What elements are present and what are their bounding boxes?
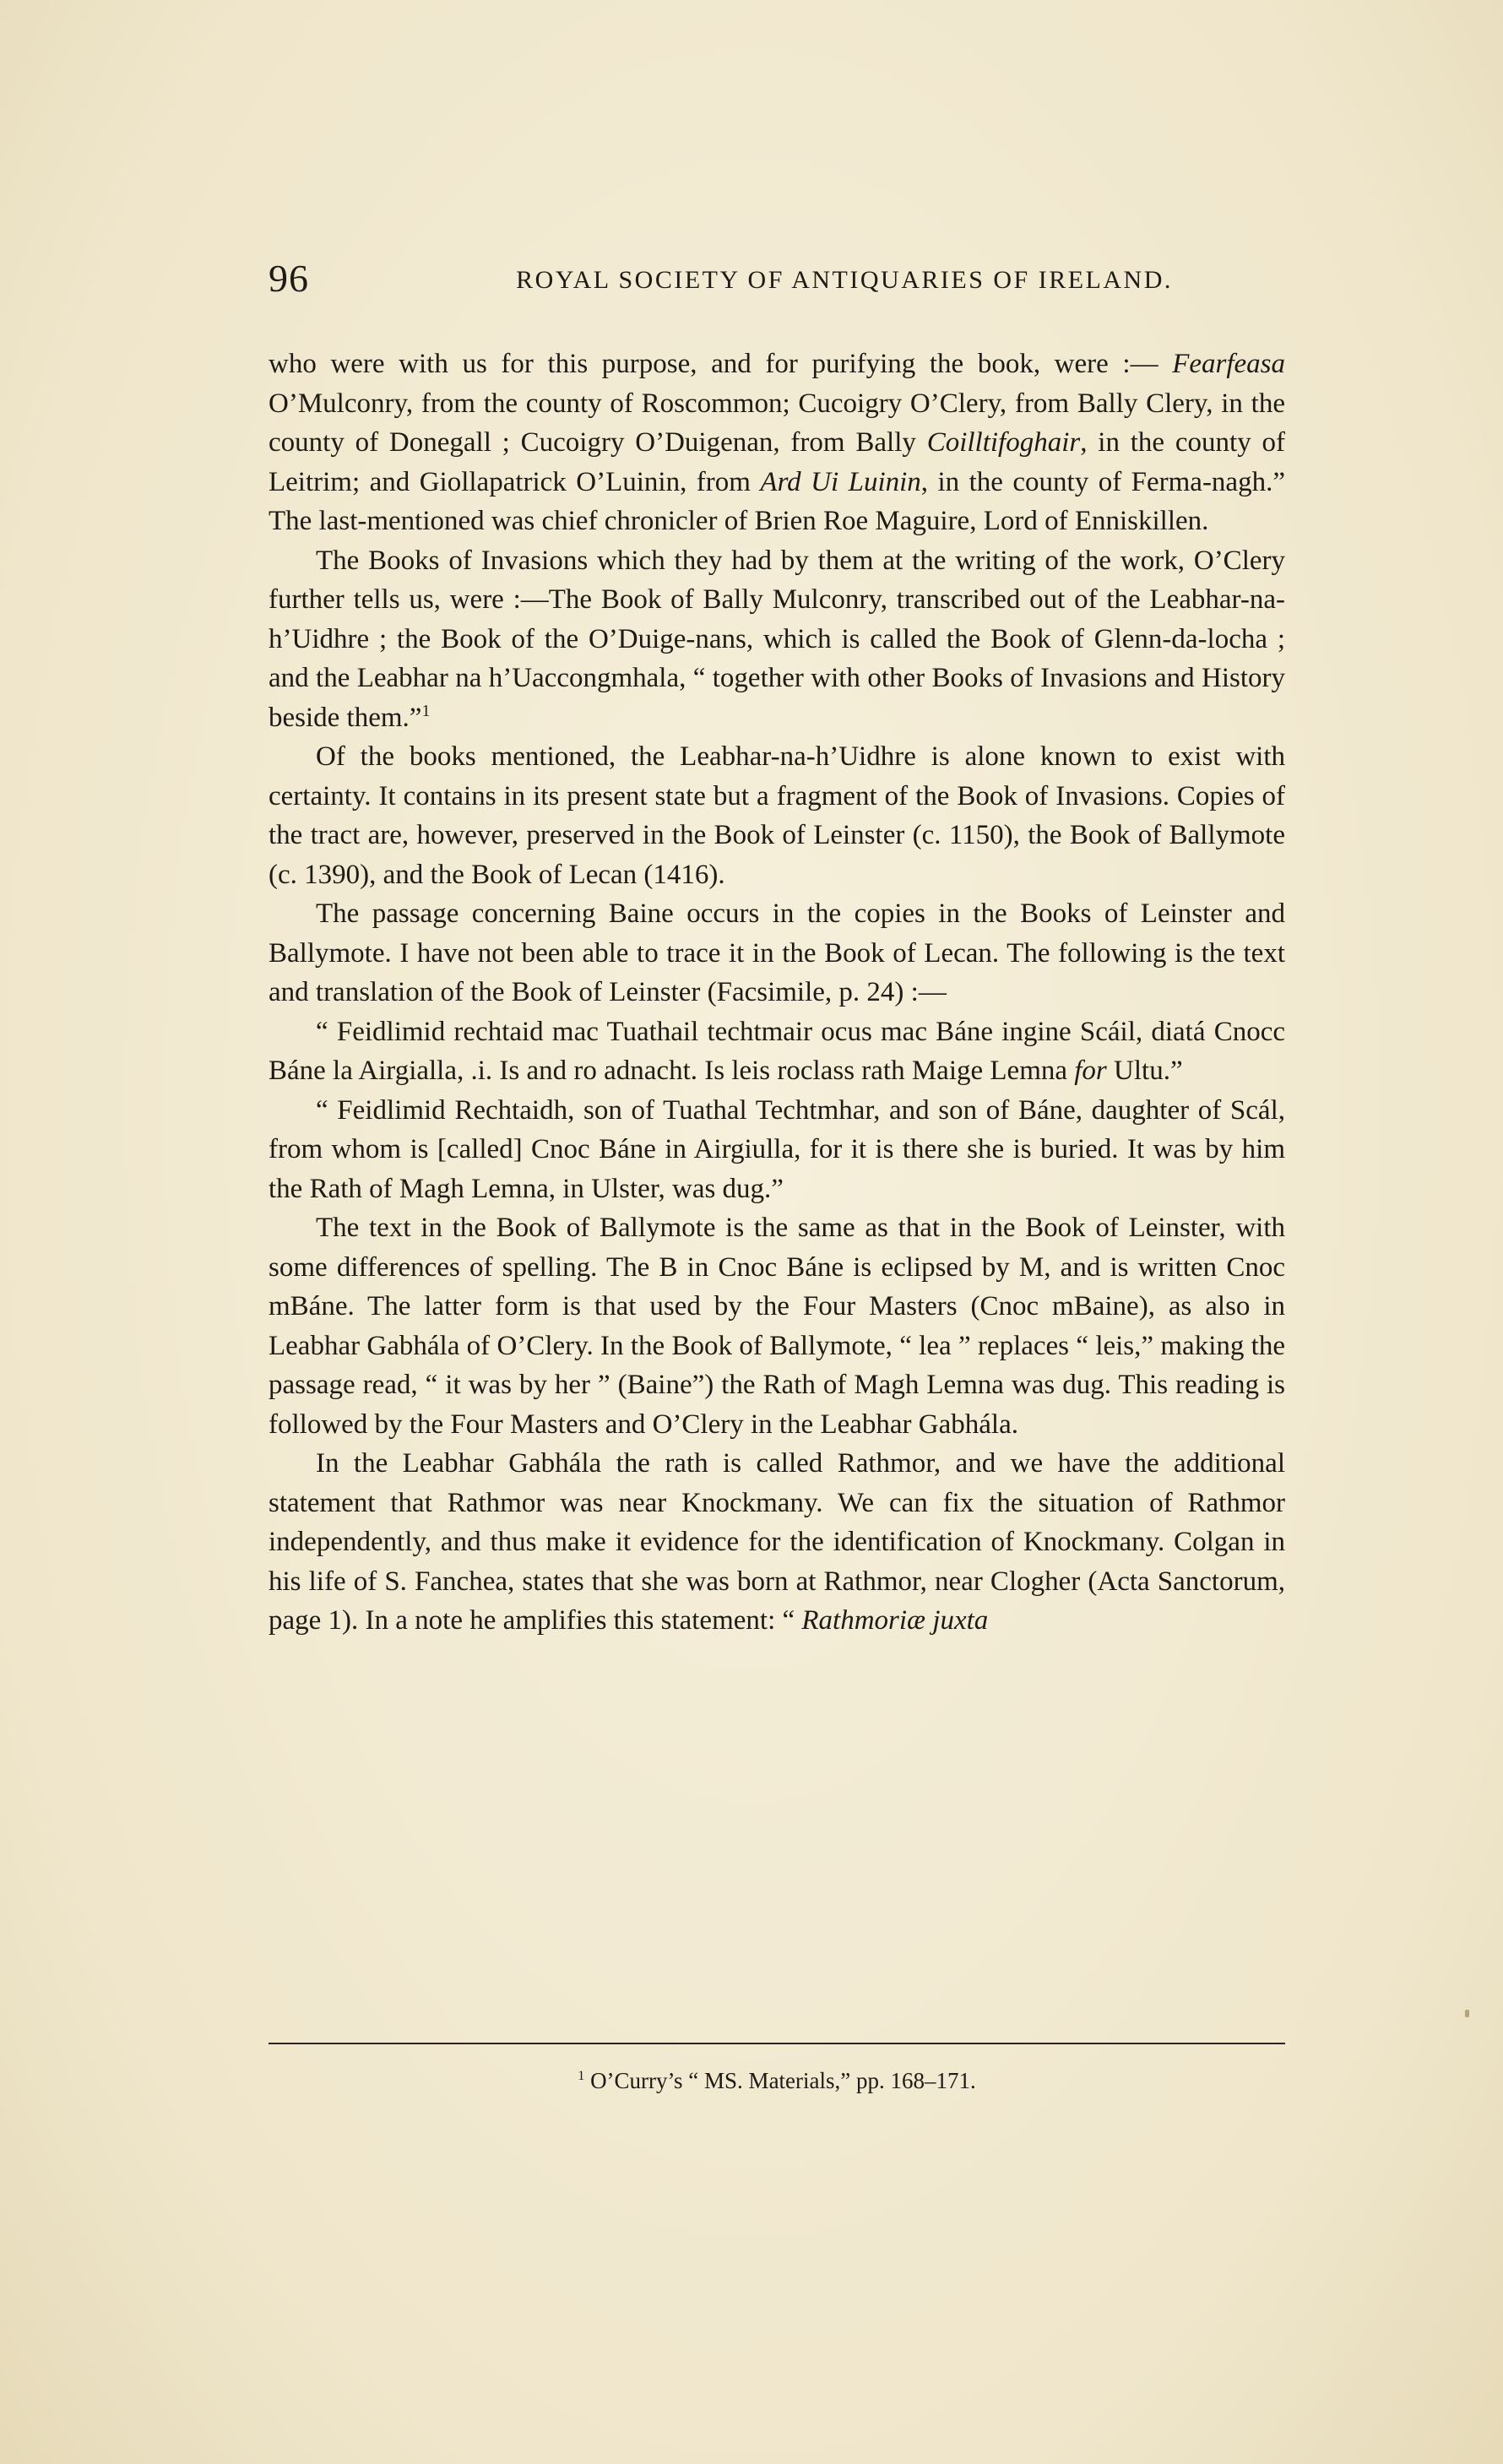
paragraph <box>269 894 1285 1012</box>
text-run: O’Mulconry, from the county of Roscommon; Cucoigry O’Clery, from Bally Clery, in the county of Donegall ; Cucoigry O’Duigenan, from Bally <box>269 388 1285 458</box>
text-run: , in the county of Leitrim; and Giollapatrick O’Luinin, from <box>269 427 1285 497</box>
page-number: 96 <box>269 257 309 300</box>
italic-text: Fearfeasa <box>1172 349 1285 379</box>
text-run: The Books of Invasions which they had by them at the writing of the work, O’Clery further tells us, were :—The Book of Bally Mulconry, transcribed out of the Leabhar-na-h’Uidhre ; the Book of the O’Duige-nans, which is called the Book of Glenn-da-locha ; and the Leabhar na h’Uaccongmhala, “ together with other Books of Invasions and History beside them.” <box>269 545 1285 733</box>
text-run: “ Feidlimid rechtaid mac Tuathail techtmair ocus mac Báne ingine Scáil, diatá Cnocc Báne la Airgialla, .i. Is and ro adnacht. Is leis roclass rath Maige Lemna <box>269 1016 1285 1086</box>
footnote <box>269 2064 1285 2098</box>
running-title: ROYAL SOCIETY OF ANTIQUARIES OF IRELAND. <box>516 266 1173 294</box>
footnote-text: O’Curry’s “ MS. Materials,” pp. 168–171. <box>584 2068 976 2093</box>
paragraph <box>269 1444 1285 1641</box>
text-run: The text in the Book of Ballymote is the same as that in the Book of Leinster, with some differences of spelling. The B in Cnoc Báne is eclipsed by M, and is written Cnoc mBáne. The latter form is that used by the Four Masters (Cnoc mBaine), as also in Leabhar Gabhála of O’Clery. In the Book of Ballymote, “ lea ” replaces “ leis,” making the passage read, “ it was by her ” (Baine”) the Rath of Magh Lemna was dug. This reading is followed by the Four Masters and O’Clery in the Leabhar Gabhála. <box>269 1213 1285 1440</box>
paragraph <box>269 1208 1285 1444</box>
footnote-rule <box>269 2043 1285 2044</box>
quote-paragraph <box>269 1091 1285 1209</box>
italic-text: for <box>1074 1056 1107 1086</box>
italic-text: Ard Ui Luinin <box>760 466 921 497</box>
text-run: , in the county of Ferma-nagh.” The last-mentioned was chief chronicler of Brien Roe Maguire, Lord of Enniskillen. <box>269 466 1285 536</box>
body-text <box>269 345 1285 1641</box>
text-run: “ Feidlimid Rechtaidh, son of Tuathal Techtmhar, and son of Báne, daughter of Scál, from whom is [called] Cnoc Báne in Airgiulla, for it is there she is buried. It was by him the Rath of Magh Lemna, in Ulster, was dug.” <box>269 1094 1285 1204</box>
paragraph <box>269 345 1285 541</box>
text-run: The passage concerning Baine occurs in the copies in the Books of Leinster and Ballymote. I have not been able to trace it in the Book of Lecan. The following is the text and translation of the Book of Leinster (Facsimile, p. 24) :— <box>269 898 1285 1007</box>
footnote-mark: 1 <box>578 2068 585 2083</box>
text-run: In the Leabhar Gabhála the rath is called Rathmor, and we have the additional statement that Rathmor was near Knockmany. We can fix the situation of Rathmor independently, and thus make it evidence for the identification of Knockmany. Colgan in his life of S. Fanchea, states that she was born at Rathmor, near Clogher (Acta Sanctorum, page 1). In a note he amplifies this statement: “ <box>269 1448 1285 1636</box>
text-run: who were with us for this purpose, and for purifying the book, were :— <box>269 349 1173 379</box>
italic-text: Coilltifoghair <box>926 427 1081 458</box>
page-header <box>269 253 1285 304</box>
paragraph <box>269 737 1285 894</box>
paper-speck <box>1465 2010 1469 2017</box>
footnote-ref: 1 <box>421 701 431 720</box>
text-run: Ultu.” <box>1106 1056 1183 1086</box>
italic-text: Rathmoriæ juxta <box>801 1605 989 1636</box>
quote-paragraph <box>269 1012 1285 1091</box>
text-run: Of the books mentioned, the Leabhar-na-h’Uidhre is alone known to exist with certainty. It contains in its present state but a fragment of the Book of Invasions. Copies of the tract are, however, preserved in the Book of Leinster (c. 1150), the Book of Ballymote (c. 1390), and the Book of Lecan (1416). <box>269 741 1285 890</box>
paragraph <box>269 541 1285 738</box>
